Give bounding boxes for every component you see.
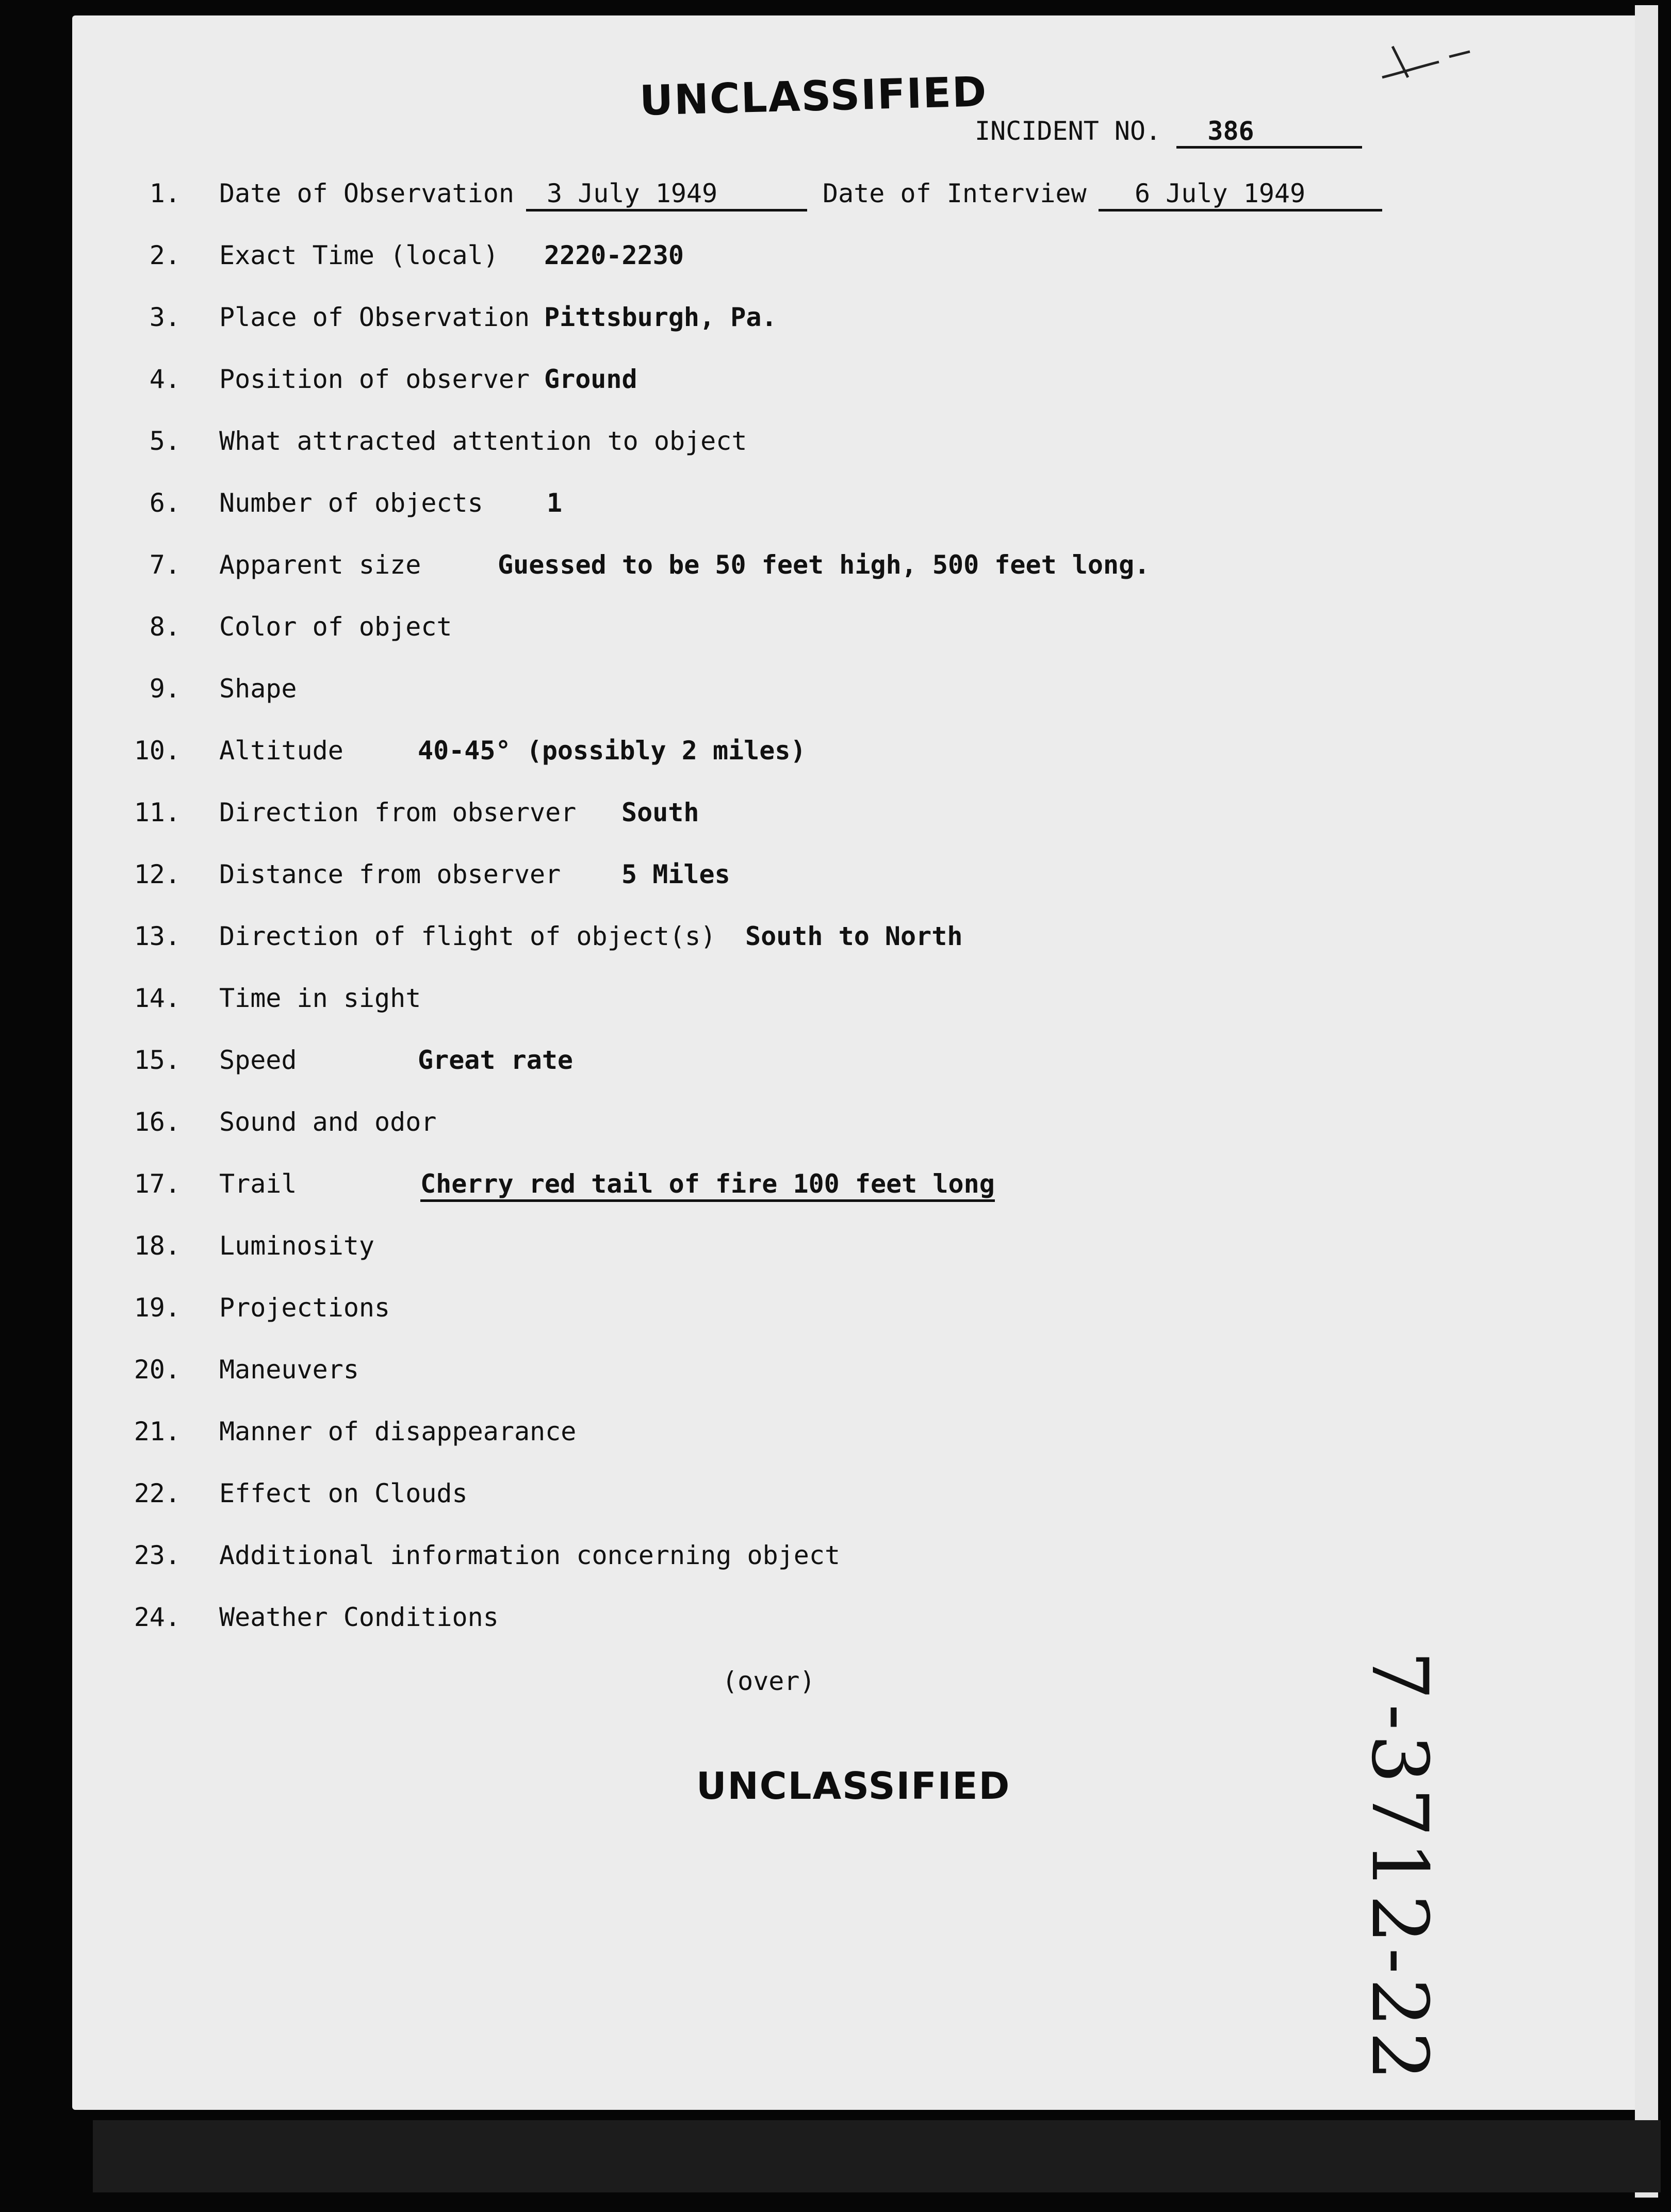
field-label: Luminosity [219, 1231, 375, 1261]
page-edge [1635, 5, 1658, 2198]
field-label: Maneuvers [219, 1355, 359, 1385]
field-number: 15. [134, 1045, 181, 1075]
field-value: Great rate [418, 1045, 574, 1075]
field-number: 13. [134, 921, 181, 951]
field-value: 40-45° (possibly 2 miles) [418, 736, 806, 766]
field-label: Time in sight [219, 983, 421, 1013]
field-label: Date of Observation [219, 178, 514, 208]
field-number: 18. [134, 1231, 181, 1261]
field-label: Direction from observer [219, 798, 577, 827]
incident-label: INCIDENT NO. [975, 116, 1161, 146]
field-number: 6. [149, 488, 181, 518]
field-label: Additional information concerning object [219, 1540, 841, 1570]
field-label: Speed [219, 1045, 297, 1075]
field-number: 9. [149, 674, 181, 704]
field-label: Apparent size [219, 550, 421, 580]
field-number: 24. [134, 1602, 181, 1632]
field-value: Pittsburgh, Pa. [544, 302, 777, 332]
field-label: Position of observer [219, 364, 530, 394]
field-label: Number of objects [219, 488, 483, 518]
over-note: (over) [722, 1666, 815, 1696]
field-value: Guessed to be 50 feet high, 500 feet long. [498, 550, 1150, 580]
field-label: Weather Conditions [219, 1602, 499, 1632]
field-number: 8. [149, 612, 181, 642]
field-label: Altitude [219, 736, 343, 766]
field-number: 5. [149, 426, 181, 456]
field-label: Effect on Clouds [219, 1478, 468, 1508]
field-number: 4. [149, 364, 181, 394]
field-value: South to North [745, 921, 963, 951]
field-label-2: Date of Interview [823, 178, 1087, 208]
field-number: 14. [134, 983, 181, 1013]
handwritten-mark [1372, 36, 1485, 98]
field-value: Ground [544, 364, 637, 394]
field-value: 1 [547, 488, 563, 518]
field-number: 22. [134, 1478, 181, 1508]
classification-stamp-bottom: UNCLASSIFIED [696, 1764, 1011, 1808]
field-label: Manner of disappearance [219, 1417, 577, 1446]
field-number: 11. [134, 798, 181, 827]
field-number: 23. [134, 1540, 181, 1570]
field-number: 3. [149, 302, 181, 332]
field-label: Color of object [219, 612, 452, 642]
field-number: 1. [149, 178, 181, 208]
field-number: 2. [149, 240, 181, 270]
field-number: 20. [134, 1355, 181, 1385]
field-number: 21. [134, 1417, 181, 1446]
field-label: Trail [219, 1169, 297, 1199]
field-number: 12. [134, 859, 181, 889]
field-label: Projections [219, 1293, 390, 1323]
field-label: Direction of flight of object(s) [219, 921, 716, 951]
field-value-2: 6 July 1949 [1135, 178, 1306, 208]
field-label: What attracted attention to object [219, 426, 747, 456]
field-label: Shape [219, 674, 297, 704]
incident-number: 386 [1176, 116, 1362, 149]
field-number: 19. [134, 1293, 181, 1323]
field-label: Place of Observation [219, 302, 530, 332]
field-value: Cherry red tail of fire 100 feet long [420, 1168, 995, 1202]
field-label: Distance from observer [219, 859, 561, 889]
field-value: South [621, 798, 699, 827]
field-number: 17. [134, 1169, 181, 1199]
field-row-date [139, 178, 1377, 209]
field-label: Sound and odor [219, 1107, 437, 1137]
handwritten-file-number: 7-3712-22 [1354, 1651, 1444, 2085]
field-number: 16. [134, 1107, 181, 1137]
field-value: 5 Miles [621, 859, 730, 889]
field-label: Exact Time (local) [219, 240, 499, 270]
field-number: 7. [149, 550, 181, 580]
scan-border [93, 2120, 1661, 2192]
field-value: 3 July 1949 [547, 178, 718, 208]
classification-stamp-top: UNCLASSIFIED [638, 68, 988, 125]
field-value: 2220-2230 [544, 240, 684, 270]
incident-number-line [975, 116, 1362, 149]
field-number: 10. [134, 736, 181, 766]
